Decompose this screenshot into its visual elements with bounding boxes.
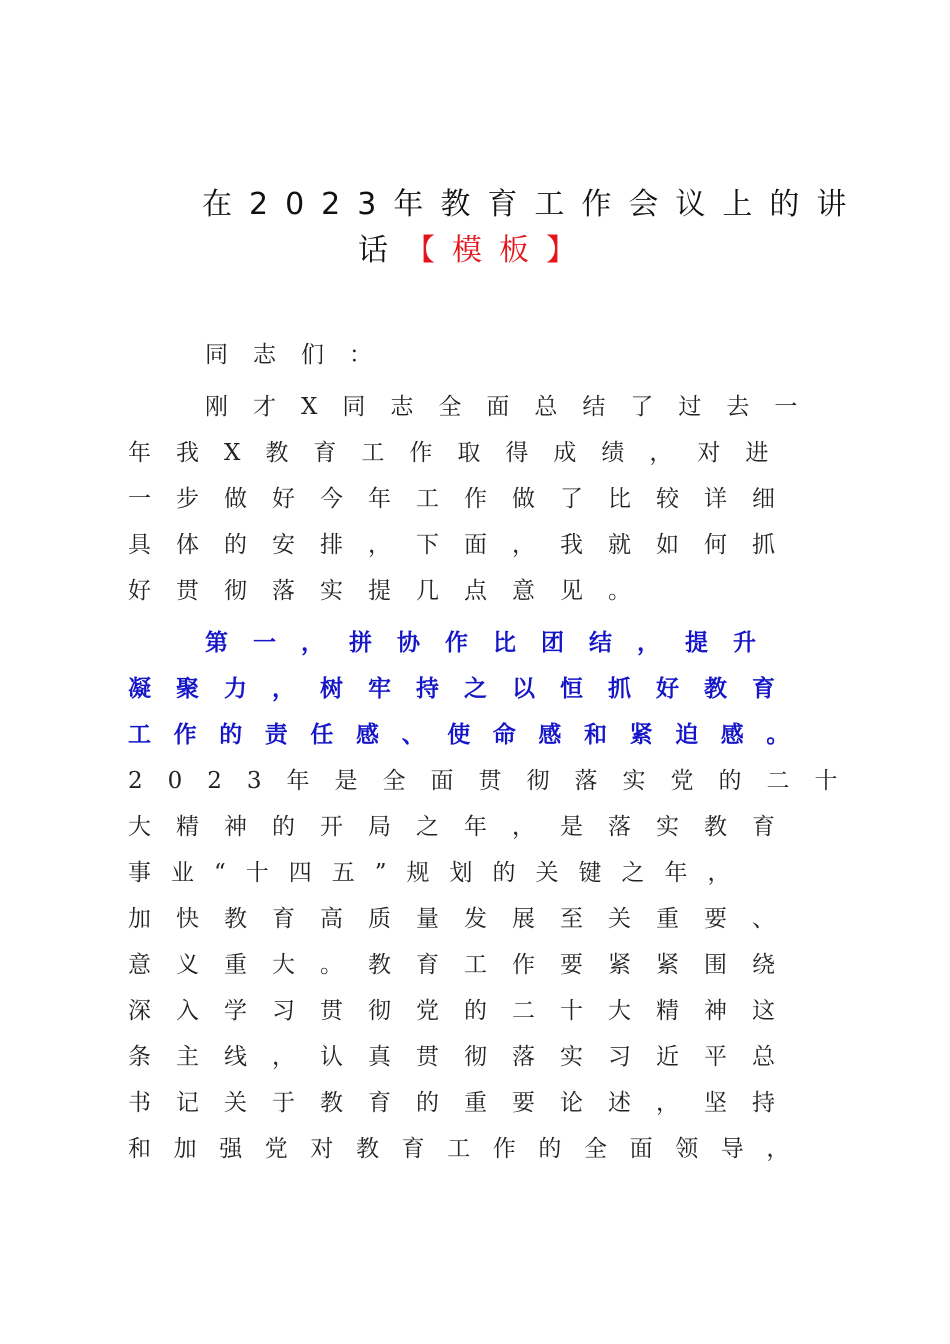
paragraph-line: 好贯彻落实提几点意见。 — [128, 578, 656, 604]
paragraph-line: 2023年是全面贯彻落实党的二十 — [128, 768, 863, 794]
title-line-1: 在2023年教育工作会议上的讲 — [202, 187, 864, 222]
paragraph-line: 意义重大。教育工作要紧紧围绕 — [128, 952, 800, 978]
heading-line: 第一，拼协作比团结，提升 — [205, 629, 781, 656]
paragraph-line: 和加强党对教育工作的全面领导， — [128, 1136, 812, 1162]
salutation: 同志们： — [205, 342, 397, 368]
paragraph-2 — [128, 758, 863, 1172]
paragraph-line: 事业“十四五”规划的关键之年， — [128, 860, 751, 886]
paragraph-line: 书记关于教育的重要论述，坚持 — [128, 1090, 800, 1116]
paragraph-line: 一步做好今年工作做了比较详细 — [128, 486, 800, 512]
paragraph-line: 具体的安排，下面，我就如何抓 — [128, 532, 800, 558]
title-line-2-text: 话 — [358, 233, 405, 268]
document-body — [128, 332, 863, 1172]
paragraph-line: 深入学习贯彻党的二十大精神这 — [128, 998, 800, 1024]
paragraph-line: 条主线，认真贯彻落实习近平总 — [128, 1044, 800, 1070]
heading-line: 工作的责任感、使命感和紧迫感。 — [128, 721, 812, 748]
template-tag: 【模板】 — [405, 233, 593, 268]
paragraph-line: 刚才X同志全面总结了过去一 — [205, 394, 823, 420]
paragraph-1 — [128, 384, 850, 614]
heading-line: 凝聚力，树牢持之以恒抓好教育 — [128, 675, 800, 702]
document-title — [180, 180, 864, 276]
paragraph-line: 年我X教育工作取得成绩，对进 — [128, 440, 794, 466]
section-heading-1 — [128, 620, 850, 758]
paragraph-line: 加快教育高质量发展至关重要、 — [128, 906, 800, 932]
title-line-2 — [180, 226, 840, 276]
paragraph-line: 大精神的开局之年，是落实教育 — [128, 814, 800, 840]
